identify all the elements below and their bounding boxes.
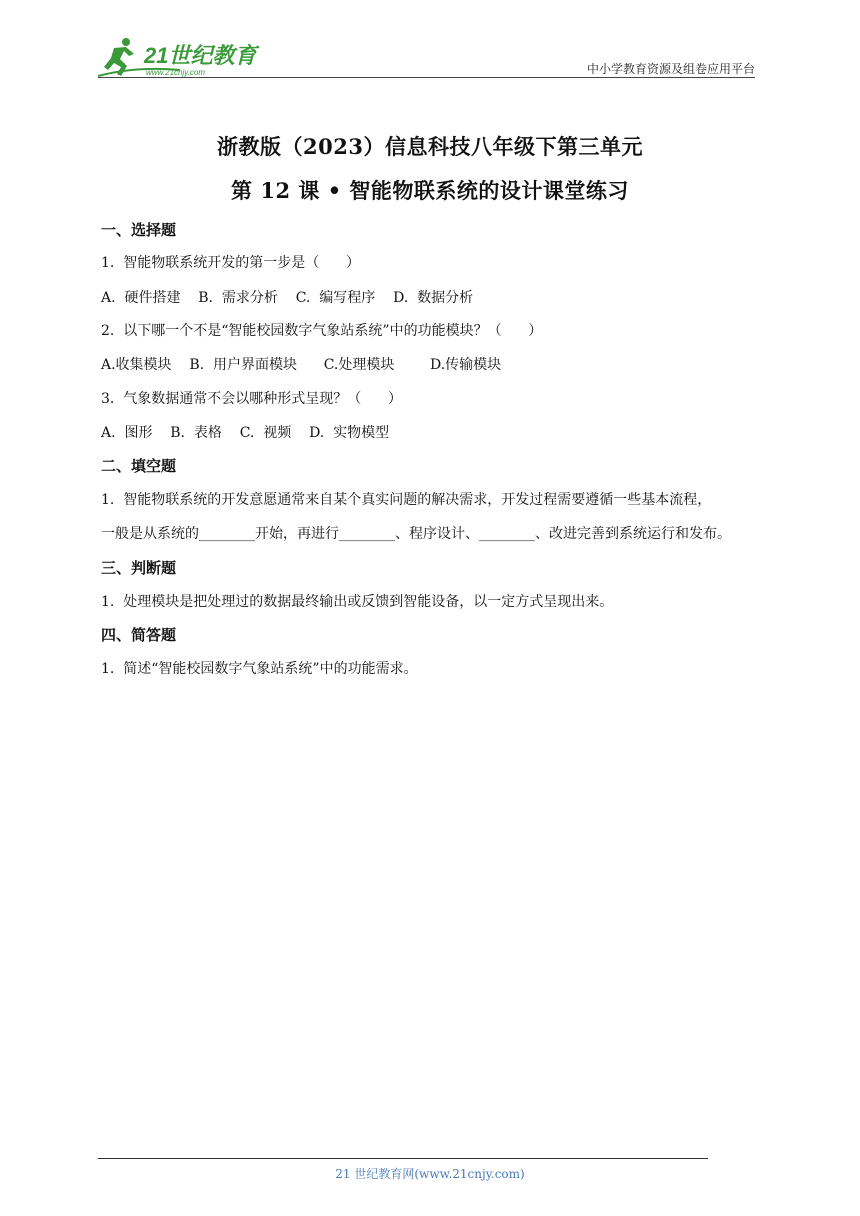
choice-question-2: 2. 以下哪一个不是“智能校园数字气象站系统”中的功能模块？（ ） [101, 323, 543, 339]
logo-wordmark: 21世纪教育 [144, 43, 257, 68]
choice-question-1-options: A. 硬件搭建 B. 需求分析 C. 编写程序 D. 数据分析 [101, 290, 474, 306]
fill-question-1-line1: 1. 智能物联系统的开发意愿通常来自某个真实问题的解决需求，开发过程需要遵循一些基本流程， [101, 492, 712, 508]
logo-21cnjy [96, 36, 266, 80]
section-heading-judge: 三、判断题 [101, 559, 177, 577]
choice-question-1: 1. 智能物联系统开发的第一步是（ ） [101, 255, 360, 271]
header-platform-text: 中小学教育资源及组卷应用平台 [586, 62, 755, 76]
short-answer-question-1: 1. 简述“智能校园数字气象站系统”中的功能需求。 [101, 661, 418, 677]
choice-question-3-options: A. 图形 B. 表格 C. 视频 D. 实物模型 [101, 425, 390, 441]
page-header [0, 0, 860, 90]
footer-divider [98, 1158, 708, 1159]
judge-question-1: 1. 处理模块是把处理过的数据最终输出或反馈到智能设备，以一定方式呈现出来。 [101, 594, 614, 610]
choice-question-3: 3. 气象数据通常不会以哪种形式呈现？（ ） [101, 391, 402, 407]
choice-question-2-options: A.收集模块 B. 用户界面模块 C.处理模块 D.传输模块 [101, 357, 502, 373]
logo-url: www.21cnjy.com [146, 68, 205, 77]
fill-question-1-line2: 一般是从系统的________开始，再进行________、程序设计、________、改进完善到系统运行和发布。 [101, 526, 731, 542]
page-title-line2: 第 12 课 • 智能物联系统的设计课堂练习 [231, 178, 629, 203]
section-heading-short-answer: 四、简答题 [101, 626, 177, 644]
footer-site-link[interactable]: 21 世纪教育网(www.21cnjy.com) [335, 1167, 525, 1181]
header-divider [98, 77, 755, 78]
section-heading-fill: 二、填空题 [101, 457, 177, 475]
page-title-line1: 浙教版（2023）信息科技八年级下第三单元 [217, 134, 643, 159]
section-heading-choice: 一、选择题 [101, 221, 177, 239]
